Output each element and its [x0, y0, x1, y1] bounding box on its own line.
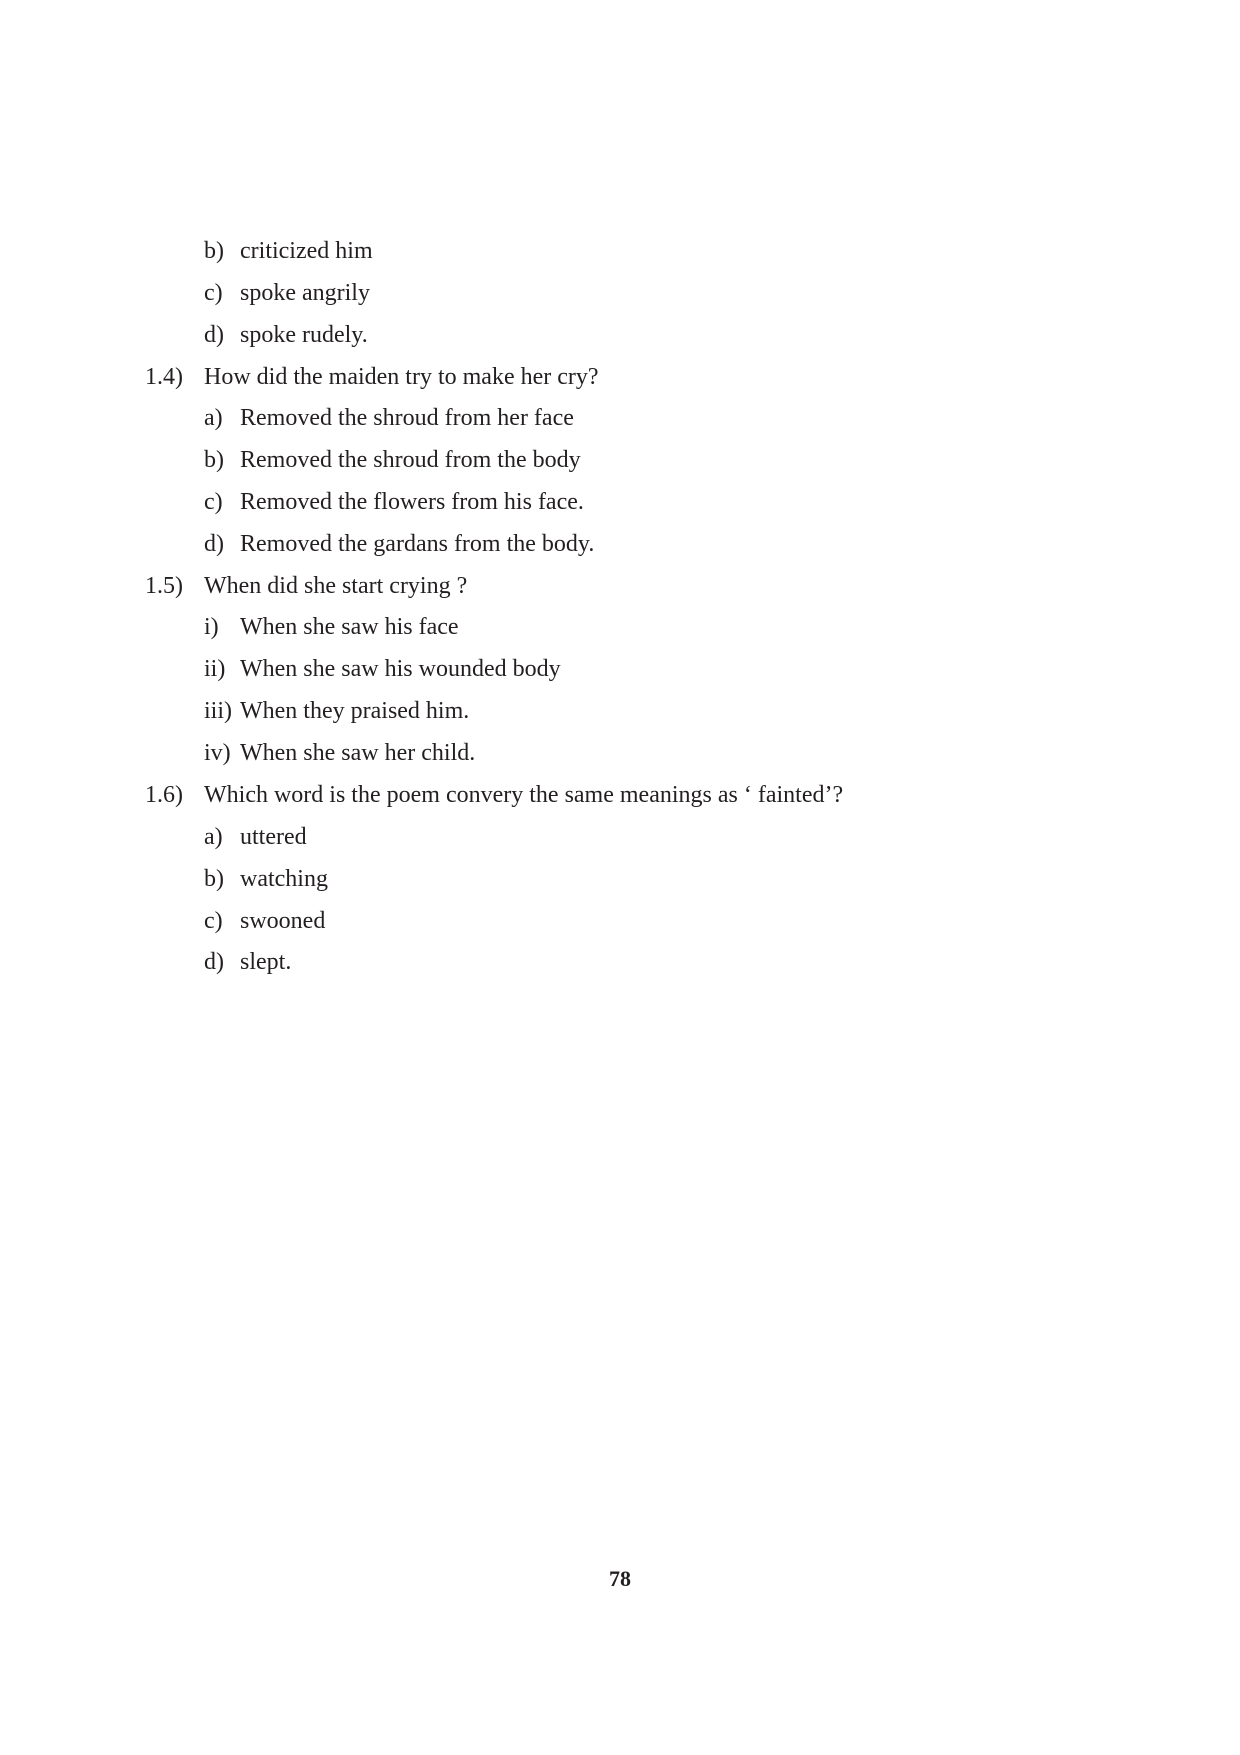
option-text: Removed the shroud from the body [240, 447, 581, 473]
question-number: 1.5) [145, 573, 183, 599]
question-text: How did the maiden try to make her cry? [204, 364, 599, 390]
option-text: When she saw her child. [240, 740, 476, 766]
question-text: When did she start crying ? [204, 573, 468, 599]
option-label: i) [204, 614, 219, 640]
option-text: slept. [240, 949, 292, 975]
option-text: When she saw his face [240, 614, 459, 640]
option-label: iv) [204, 740, 231, 766]
option-label: d) [204, 531, 224, 557]
option-text: Removed the flowers from his face. [240, 489, 584, 515]
option-label: a) [204, 405, 223, 431]
option-text: watching [240, 866, 328, 892]
option-label: a) [204, 824, 223, 850]
option-label: c) [204, 908, 223, 934]
option-text: uttered [240, 824, 307, 850]
option-text: spoke rudely. [240, 322, 368, 348]
option-text: When they praised him. [240, 698, 470, 724]
option-text: Removed the gardans from the body. [240, 531, 595, 557]
option-label: ii) [204, 656, 226, 682]
option-label: b) [204, 238, 224, 264]
option-label: b) [204, 447, 224, 473]
option-label: c) [204, 489, 223, 515]
option-text: spoke angrily [240, 280, 370, 306]
option-label: iii) [204, 698, 232, 724]
option-text: criticized him [240, 238, 373, 264]
option-label: b) [204, 866, 224, 892]
question-number: 1.6) [145, 782, 183, 808]
page-number: 78 [609, 1566, 631, 1591]
option-text: When she saw his wounded body [240, 656, 561, 682]
option-label: d) [204, 322, 224, 348]
option-text: swooned [240, 908, 326, 934]
question-text: Which word is the poem convery the same meanings as ‘ fainted’? [204, 782, 844, 808]
option-label: c) [204, 280, 223, 306]
option-text: Removed the shroud from her face [240, 405, 574, 431]
option-label: d) [204, 949, 224, 975]
question-number: 1.4) [145, 364, 183, 390]
